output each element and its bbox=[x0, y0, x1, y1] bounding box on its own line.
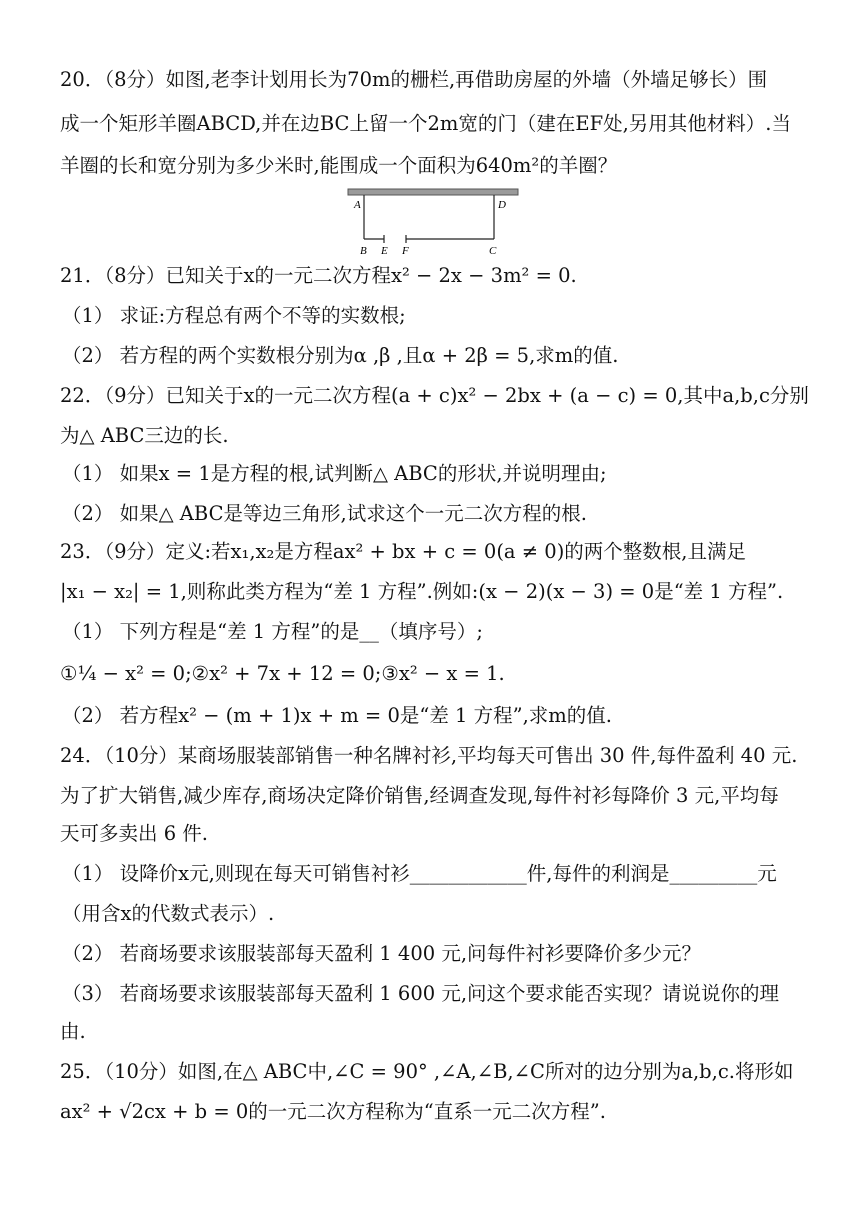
q21-stem: 21．（8分）已知关于x的一元二次方程x² − 2x − 3m² = 0. bbox=[60, 264, 577, 287]
q22-line-1: 22．（9分）已知关于x的一元二次方程(a + c)x² − 2bx + (a − c) = 0,其中a,b,c分别 bbox=[60, 384, 809, 407]
label-b: B bbox=[360, 245, 367, 257]
label-c: C bbox=[489, 245, 497, 257]
q22-part-1: （1） 如果x = 1是方程的根,试判断△ ABC的形状,并说明理由; bbox=[62, 462, 607, 485]
label-d: D bbox=[498, 199, 506, 211]
label-f: F bbox=[402, 245, 409, 257]
q23-line-2: |x₁ − x₂| = 1,则称此类方程为“差 1 方程”.例如:(x − 2)(x − 3) = 0是“差 1 方程”. bbox=[60, 580, 784, 603]
q22-line-2: 为△ ABC三边的长. bbox=[60, 424, 229, 447]
q24-line-1: 24．（10分）某商场服装部销售一种名牌衬衫,平均每天可售出 30 件,每件盈利 40 元. bbox=[60, 744, 798, 767]
q20-line-2: 成一个矩形羊圈ABCD,并在边BC上留一个2m宽的门（建在EF处,另用其他材料）.当 bbox=[60, 112, 792, 135]
q23-line-1: 23．（9分）定义:若x₁,x₂是方程ax² + bx + c = 0(a ≠ 0)的两个整数根,且满足 bbox=[60, 540, 747, 563]
q24-part-1: （1） 设降价x元,则现在每天可销售衬衫____________件,每件的利润是_________元 bbox=[62, 862, 777, 885]
q23-part-1: （1） 下列方程是“差 1 方程”的是__（填序号）; bbox=[62, 620, 483, 643]
q23-options: ①¼ − x² = 0;②x² + 7x + 12 = 0;③x² − x = 1. bbox=[60, 662, 505, 685]
label-e: E bbox=[381, 245, 388, 257]
q25-line-1: 25．（10分）如图,在△ ABC中,∠C = 90° ,∠A,∠B,∠C所对的边分别为a,b,c.将形如 bbox=[60, 1060, 794, 1083]
q24-part-3-cont: 由. bbox=[60, 1020, 86, 1043]
q24-part-3: （3） 若商场要求该服装部每天盈利 1 600 元,问这个要求能否实现？请说说你的理 bbox=[62, 982, 780, 1005]
q20-line-3: 羊圈的长和宽分别为多少米时,能围成一个面积为640m²的羊圈？ bbox=[60, 154, 618, 177]
sheep-pen-figure bbox=[340, 186, 524, 258]
q24-line-2: 为了扩大销售,减少库存,商场决定降价销售,经调查发现,每件衬衫每降价 3 元,平均每 bbox=[60, 784, 779, 807]
q22-part-2: （2） 如果△ ABC是等边三角形,试求这个一元二次方程的根. bbox=[62, 502, 587, 525]
q24-part-1-note: （用含x的代数式表示）. bbox=[62, 902, 275, 925]
q24-line-3: 天可多卖出 6 件. bbox=[60, 822, 209, 845]
q21-part-2: （2） 若方程的两个实数根分别为α ,β ,且α + 2β = 5,求m的值. bbox=[62, 344, 619, 367]
house-wall bbox=[348, 189, 518, 195]
q20-line-1: 20．（8分）如图,老李计划用长为70m的栅栏,再借助房屋的外墙（外墙足够长）围 bbox=[60, 68, 768, 91]
q23-part-2: （2） 若方程x² − (m + 1)x + m = 0是“差 1 方程”,求m的值. bbox=[62, 704, 612, 727]
q24-part-2: （2） 若商场要求该服装部每天盈利 1 400 元,问每件衬衫要降价多少元？ bbox=[62, 942, 702, 965]
q21-part-1: （1） 求证:方程总有两个不等的实数根; bbox=[62, 304, 406, 327]
q25-line-2: ax² + √2cx + b = 0的一元二次方程称为“直系一元二次方程”. bbox=[60, 1100, 606, 1123]
label-a: A bbox=[354, 199, 361, 211]
